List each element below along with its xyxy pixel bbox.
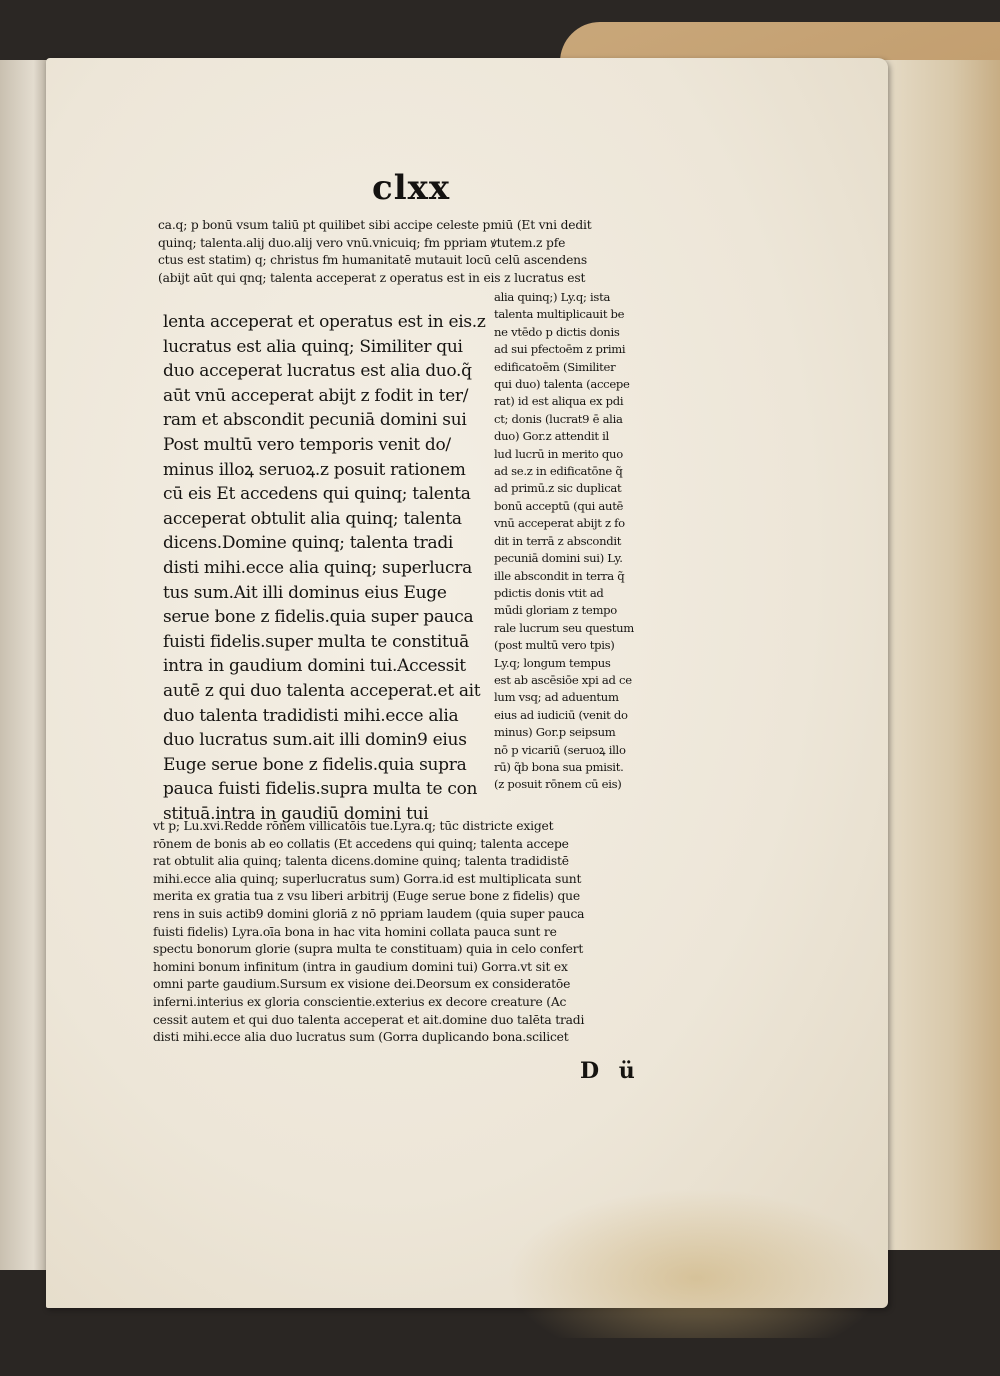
gloss-line: cessit autem et qui duo talenta acceperat et ait.domine duo talēta tradi [153,1012,585,1027]
gloss-line: fuisti fidelis) Lyra.oīa bona in hac vita homini collata pauca sunt re [153,924,557,939]
main-text-line: duo acceperat lucratus est alia duo.q̃ [163,361,472,382]
gloss-line: inferni.interius ex gloria conscientie.exterius ex decore creature (Ac [153,994,567,1009]
gloss-top [158,217,591,287]
main-text-line: Euge serue bone z fidelis.quia supra [163,754,467,775]
side-gloss-line: rale lucrum seu questum [494,620,634,635]
side-gloss-line: edificatoēm (Similiter [494,359,616,374]
side-gloss-line: ad se.z in edificatōne q̃ [494,464,623,479]
side-gloss-line: ad sui pfectoēm z primi [494,342,626,357]
gloss-line: vt p; Lu.xvi.Redde rōnem villicatōis tue.Lyra.q; tūc districte exiget [153,819,554,833]
side-gloss-line: mūdi gloriam z tempo [494,603,617,618]
gloss-line: homini bonum infinitum (intra in gaudium domini tui) Gorra.vt sit ex [153,959,568,974]
gloss-line: spectu bonorum glorie (supra multa te constituam) quia in celo confert [153,942,584,957]
side-gloss-line: minus) Gor.p seipsum [494,725,616,740]
main-text-line: intra in gaudium domini tui.Accessit [163,656,466,677]
main-text-line: tus sum.Ait illi dominus eius Euge [163,582,447,603]
side-gloss-line: (z posuit rōnem cū eis) [494,777,622,792]
gloss-line: quinq; talenta.alij duo.alij vero vnū.vnicuiq; fm ppriam ꝟtutem.z pfe [158,235,566,250]
side-gloss-line: est ab ascēsiōe xpi ad ce [494,672,632,687]
side-gloss-line: ille abscondit in terra q̃ [494,568,625,583]
gloss-bottom [153,818,584,1047]
gloss-line: merita ex gratia tua z vsu liberi arbitrij (Euge serue bone z fidelis) que [153,889,580,904]
main-text-line: fuisti fidelis.super multa te constituā [163,631,469,652]
side-gloss-line: bonū acceptū (qui autē [494,498,624,513]
gloss-line: omni parte gaudium.Sursum ex visione dei.Deorsum ex consideratōe [153,977,571,992]
main-text-line: stituā.intra in gaudiū domini tui [163,803,429,824]
gloss-line: ctus est statim) q; christus fm humanitatē mutauit locū celū ascendens [158,253,588,268]
folio-number: clxx [372,168,451,208]
facing-page-edge [0,60,48,1270]
main-text-line: lucratus est alia quinq; Similiter qui [163,336,463,357]
gloss-line: disti mihi.ecce alia duo lucratus sum (Gorra duplicando bona.scilicet [153,1030,569,1045]
side-gloss-line: vnū acceperat abijt z fo [494,516,625,531]
main-text-line: duo lucratus sum.ait illi domin9 eius [163,730,467,751]
side-gloss-line: rū) q̃b bona sua pmisit. [494,759,624,774]
next-pages-edge [880,60,1000,1250]
side-gloss-line: alia quinq;) Ly.q; ista [494,290,611,304]
side-gloss-line: nō p vicariū (seruoꝝ illo [494,742,626,757]
side-gloss-line: Ly.q; longum tempus [494,655,611,670]
main-text-line: aūt vnū acceperat abijt z fodit in ter/ [163,385,469,406]
gloss-line: rōnem de bonis ab eo collatis (Et accedens qui quinq; talenta accepe [153,836,569,851]
water-stain [506,1188,886,1338]
main-text-line: acceperat obtulit alia quinq; talenta [163,508,462,529]
main-text-column [163,310,486,826]
side-gloss-line: qui duo) talenta (accepe [494,377,630,392]
main-text-line: ram et abscondit pecuniā domini sui [163,410,467,431]
side-gloss-line: (post multū vero tpis) [494,638,615,653]
side-gloss-line: lum vsq; ad aduentum [494,690,619,705]
signature-mark: D ü [580,1058,641,1084]
side-gloss-line: lud lucrū in merito quo [494,446,623,461]
main-text-line: serue bone z fidelis.quia super pauca [163,607,474,628]
gloss-line: mihi.ecce alia quinq; superlucratus sum) Gorra.id est multiplicata sunt [153,871,582,886]
side-gloss-line: ad primū.z sic duplicat [494,481,622,496]
gloss-line: rat obtulit alia quinq; talenta dicens.domine quinq; talenta tradidistē [153,854,569,869]
side-gloss-column [494,289,634,794]
main-text-line: cū eis Et accedens qui quinq; talenta [163,484,471,505]
side-gloss-line: rat) id est aliqua ex pdi [494,394,624,409]
gloss-line: (abijt aūt qui qnq; talenta acceperat z operatus est in eis z lucratus est [158,270,586,285]
gloss-line: rens in suis actib9 domini gloriā z nō ppriam laudem (quia super pauca [153,906,585,921]
side-gloss-line: pdictis donis vtit ad [494,585,604,600]
side-gloss-line: pecuniā domini sui) Ly. [494,551,623,566]
side-gloss-line: ne vtēdo p dictis donis [494,324,620,339]
main-text-line: autē z qui duo talenta acceperat.et ait [163,680,481,701]
main-text-line: Post multū vero temporis venit do/ [163,434,451,455]
main-text-line: pauca fuisti fidelis.supra multa te con [163,779,478,800]
gloss-line: ca.q; p bonū vsum taliū pt quilibet sibi accipe celeste pmiū (Et vni dedit [158,218,592,232]
side-gloss-line: ct; donis (lucrat9 ē alia [494,411,623,426]
side-gloss-line: duo) Gor.z attendit il [494,429,609,444]
main-text-line: minus illoꝝ seruoꝝ.z posuit rationem [163,459,466,480]
main-text-line: duo talenta tradidisti mihi.ecce alia [163,705,459,726]
side-gloss-line: talenta multiplicauit be [494,307,625,322]
side-gloss-line: eius ad iudiciū (venit do [494,707,628,722]
main-text-line: lenta acceperat et operatus est in eis.z [163,312,486,332]
side-gloss-line: dit in terrā z abscondit [494,533,622,548]
main-text-line: disti mihi.ecce alia quinq; superlucra [163,557,472,578]
main-text-line: dicens.Domine quinq; talenta tradi [163,533,454,554]
